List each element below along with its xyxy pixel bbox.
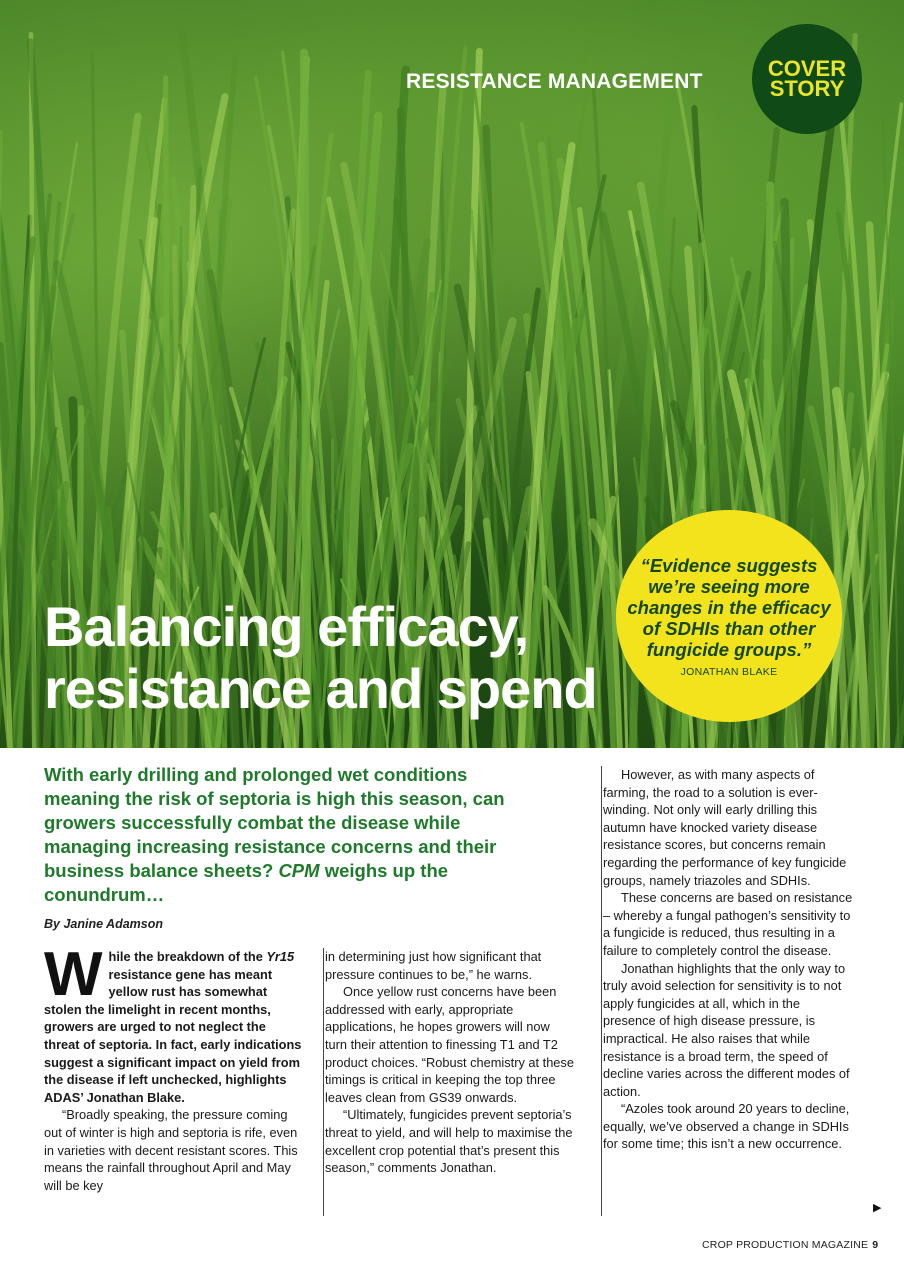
badge-line2: STORY [769, 76, 845, 101]
lead-paragraph [44, 940, 302, 1106]
standfirst [44, 763, 534, 907]
pull-quote [616, 510, 842, 722]
column-3 [601, 766, 853, 1216]
paragraph: Once yellow rust concerns have been addressed with early, appropriate applications, he hopes growers will now turn their attention to finessing T1 and T2 product choices. “Robust chemistry at these timings is critical in keeping the top three leaves clean from GS39 onwards. [325, 984, 574, 1105]
standfirst-magazine: CPM [278, 860, 320, 881]
headline-line1: Balancing efficacy, [44, 595, 529, 658]
drop-cap: W [44, 940, 103, 1009]
standfirst-main: With early drilling and prolonged wet conditions meaning the risk of septoria is high this season, can growers successfully combat the disease while managing increasing resistance concerns and their business balance sheets? [44, 764, 505, 881]
magazine-name: CROP PRODUCTION MAGAZINE [702, 1239, 869, 1251]
column-2 [323, 948, 575, 1216]
lead-part1: hile the breakdown of the [108, 949, 267, 964]
paragraph: “Azoles took around 20 years to decline, equally, we’ve observed a change in SDHIs for some time; this isn’t a new occurrence. [603, 1101, 850, 1152]
continue-arrow-icon: ▶ [873, 1202, 882, 1214]
cover-story-badge [752, 24, 862, 134]
paragraph: “Ultimately, fungicides prevent septoria’s threat to yield, and will help to maximise the excellent crop potential that’s present this season,” comments Jonathan. [325, 1107, 573, 1176]
badge-line1: COVER [767, 56, 847, 81]
headline-line2: resistance and spend [44, 657, 597, 720]
pull-quote-author: JONATHAN BLAKE [680, 665, 778, 678]
paragraph: in determining just how significant that pressure continues to be,” he warns. [325, 949, 542, 982]
pull-quote-text: “Evidence suggests we’re seeing more changes in the efficacy of SDHIs than other fungicide groups.” [627, 554, 831, 660]
byline: By Janine Adamson [44, 917, 164, 931]
column-1 [44, 940, 302, 1194]
lead-part2: resistance gene has meant yellow rust has somewhat stolen the limelight in recent months, growers are urged to not neglect the threat of septoria. In fact, early indications suggest a significant impact on yield from the disease if left unchecked, highlights ADAS’ Jonathan Blake. [44, 966, 302, 1105]
paragraph: However, as with many aspects of farming, the road to a solution is ever-winding. Not only will early drilling this autumn have knocked variety disease resistance scores, but concerns remain regarding the performance of key fungicide groups, namely triazoles and SDHIs. [603, 767, 847, 888]
paragraph: Jonathan highlights that the only way to truly avoid selection for sensitivity is to not apply fungicides at all, which in the presence of high disease pressure, is impractical. He also raises that while resistance is a broad term, the speed of decline varies across the different modes of action. [603, 960, 850, 1099]
standfirst-end: weighs up the conundrum… [44, 860, 449, 905]
page-title [44, 596, 624, 720]
paragraph: “Broadly speaking, the pressure coming out of winter is high and septoria is rife, even in varieties with decent resistant scores. This means the rainfall throughout April and May will be key [44, 1107, 298, 1193]
paragraph: These concerns are based on resistance – whereby a fungal pathogen’s sensitivity to a fungicide is reduced, thus resulting in a failure to completely control the disease. [603, 890, 853, 958]
lead-gene: Yr15 [266, 949, 295, 964]
section-label: RESISTANCE MANAGEMENT [406, 70, 703, 93]
page-footer [702, 1239, 878, 1251]
page-number: 9 [872, 1239, 879, 1251]
